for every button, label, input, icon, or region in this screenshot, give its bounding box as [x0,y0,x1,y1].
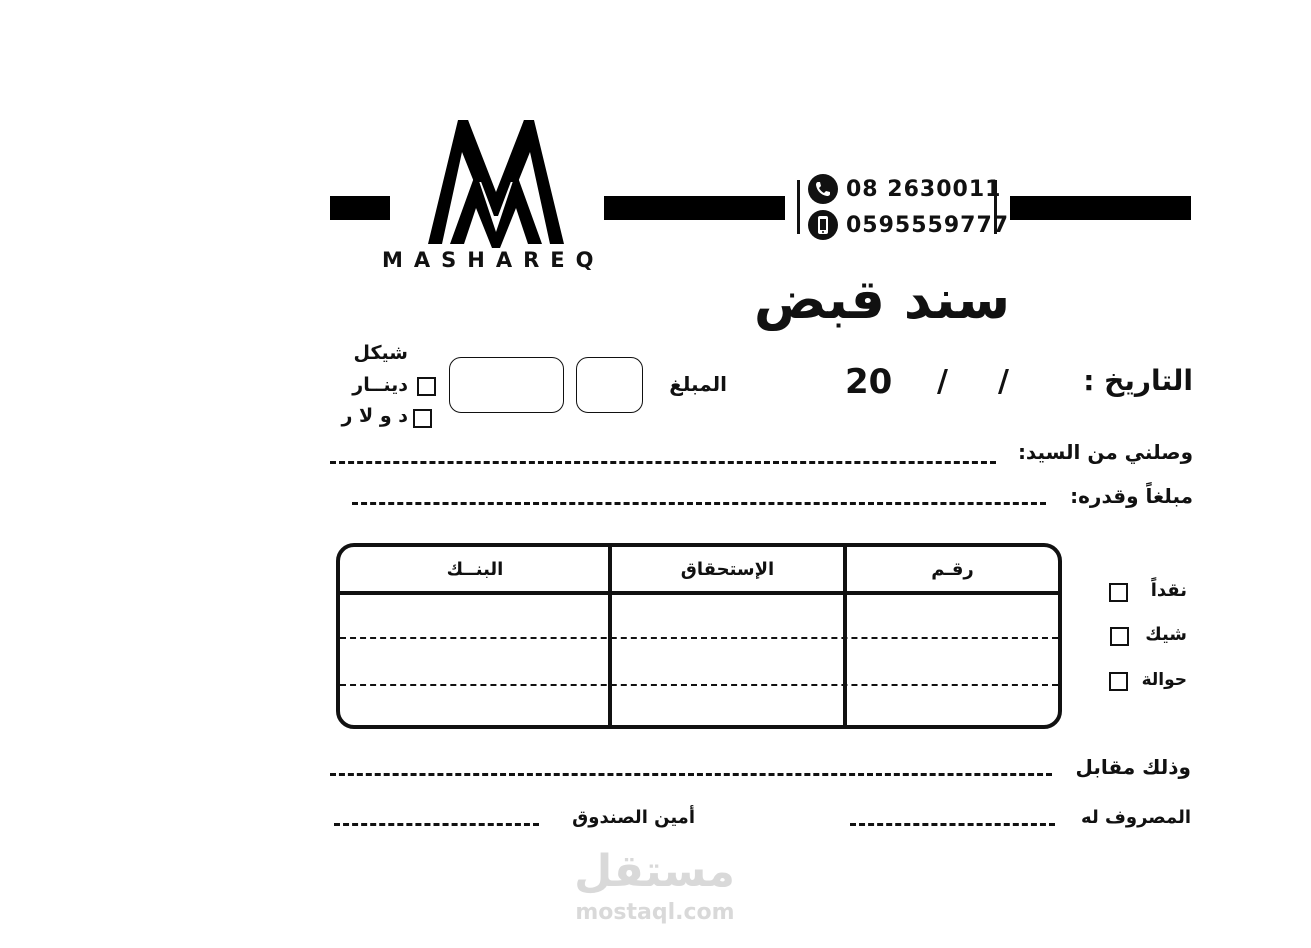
document-title: سند قبض [753,268,1011,331]
currency-shekel-label: شيكل [353,342,408,364]
amount-words-line[interactable] [352,502,1046,505]
header-bar-right [1010,196,1191,220]
payment-cash-checkbox[interactable] [1109,583,1128,602]
mobile-icon [808,210,838,240]
date-separator-1: / [937,364,948,399]
table-header-due: الإستحقاق [680,558,775,580]
currency-dollar-checkbox[interactable] [413,409,432,428]
amount-fraction-box[interactable] [576,357,643,413]
currency-dinar-checkbox[interactable] [417,377,436,396]
amount-words-label: مبلغاً وقدره: [1070,484,1193,508]
amount-label: المبلغ [669,372,727,396]
payment-cash-label: نقداً [1150,580,1187,601]
received-from-label: وصلني من السيد: [1017,440,1193,464]
paid-to-line[interactable] [850,823,1055,826]
phone-icon [808,174,838,204]
table-row-divider-1 [340,637,1058,639]
payment-transfer-label: حوالة [1141,670,1187,690]
watermark-arabic: مستقل [574,846,735,897]
date-label: التاريخ : [1083,364,1193,397]
cashier-label: أمين الصندوق [572,807,695,828]
amount-main-box[interactable] [449,357,564,413]
currency-dollar-label: د و لا ر [341,405,408,427]
contact-phone-landline [808,174,1001,204]
table-column-divider-1 [608,547,612,725]
payment-cheque-label: شيك [1145,624,1187,645]
date-year-prefix: 20 [845,362,893,402]
in-exchange-label: وذلك مقابل [1075,755,1191,779]
brand-logo [380,112,612,272]
table-header-number: رقـم [931,558,974,580]
header-bar-middle [604,196,785,220]
phone-landline-number: 08 2630011 [846,176,1002,202]
payment-cheque-checkbox[interactable] [1110,627,1129,646]
currency-dinar-label: دينــار [352,374,408,396]
contact-phone-mobile [808,210,1009,240]
table-header-bank: البنــك [446,558,504,580]
in-exchange-line[interactable] [330,773,1052,776]
contact-divider-left [797,180,800,234]
table-row-divider-2 [340,684,1058,686]
logo-mark-icon [380,112,612,252]
phone-mobile-number: 0595559777 [846,212,1010,238]
cashier-line[interactable] [334,823,539,826]
cheque-table [336,543,1062,729]
table-column-divider-2 [843,547,847,725]
date-separator-2: / [998,364,1009,399]
brand-name: MASHAREQ [382,248,605,272]
received-from-line[interactable] [330,461,996,464]
watermark-latin: mostaql.com [575,900,735,925]
table-header-divider [340,591,1058,595]
payment-transfer-checkbox[interactable] [1109,672,1128,691]
paid-to-label: المصروف له [1081,807,1191,828]
